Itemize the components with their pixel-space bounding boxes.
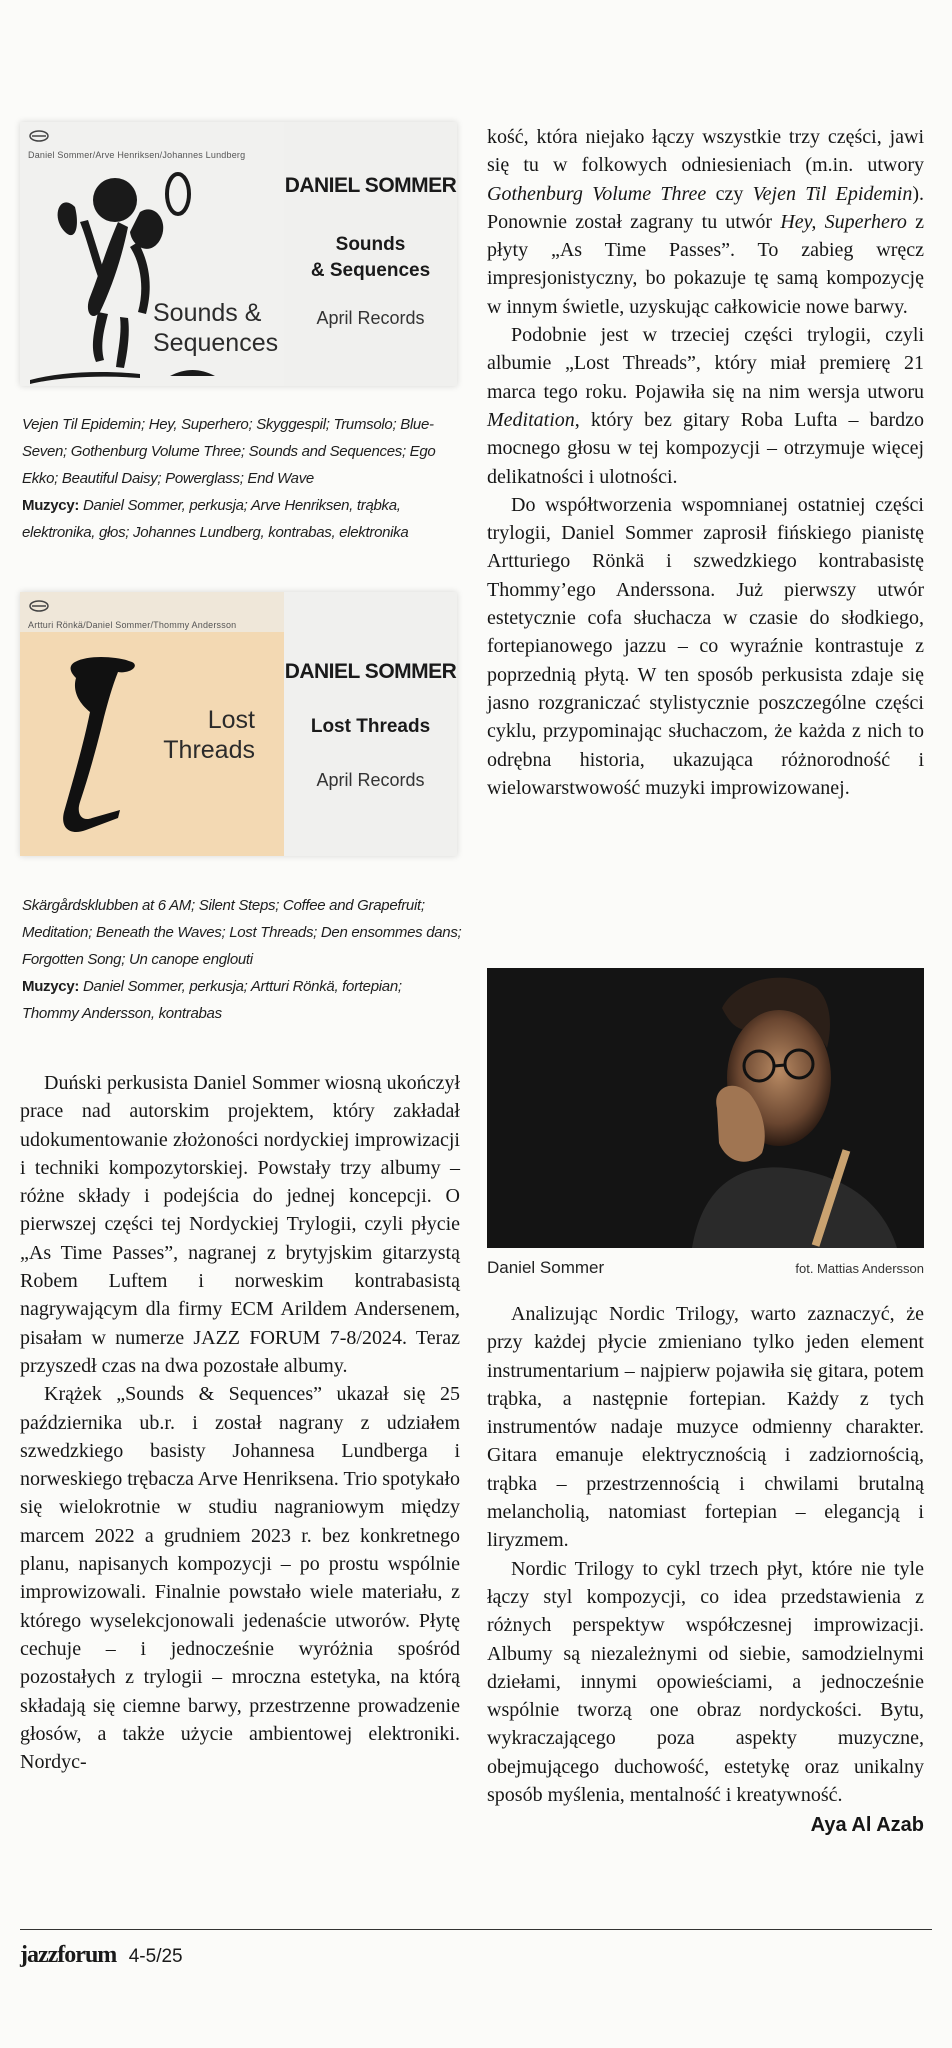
photo-caption-name: Daniel Sommer [487, 1258, 605, 1277]
album-sounds-and-sequences [20, 122, 457, 386]
article-paragraph: Podobnie jest w trzeciej części trylogii, czyli albumie „Lost Threads”, który miał premierę 21 marca tego roku. Pojawiła się na nim wersja utworu Meditation, który bez gitary Roba Lufta – bardzo mocnego głosu w tej kompozycji – otrzymuje więcej delikatności i ulotności. [487, 324, 924, 488]
article-paragraph: kość, która niejako łączy wszystkie trzy części, jawi się tu w folkowych odniesieniach (m.in. utwory Gothenburg Volume Three czy Vejen Til Epidemin). Ponownie został zagrany tu utwór Hey, Superhero z płyty „As Time Passes”. To zabieg wręcz impresjonistyczny, bo pokazuje tę samą kompozycję w innym świetle, uzyskując całkowicie nowe barwy. [487, 126, 924, 318]
portrait-illustration [487, 968, 924, 1248]
tracklist: Skärgårdsklubben at 6 AM; Silent Steps; Coffee and Grapefruit; Meditation; Beneath the Waves; Lost Threads; Den ensommes dans; Forgotten Song; Un canope englouti [22, 897, 462, 968]
article-paragraph: Do współtworzenia wspomnianej ostatniej części trylogii, Daniel Sommer zaprosił fińskiego pianistę Artturiego Rönkä i szwedzkiego kontrabasistę Thommy’ego Anderssona. Już pierwszy utwór estetycznie cofa słuchacza w czasie do słodkiego, fortepianowego jazzu – co wyraźnie kontrastuje z poprzednią płytą. W ten sposób perkusista zdaje się jasno rozgraniczać stylistycznie poszczególne części cyklu, przypominając słuchaczom, że każda z nich to odrębna historia, ukazująca różnorodność i wielowarstwowość muzyki improwizowanej. [487, 493, 924, 799]
article-left-column [20, 1069, 460, 1776]
album1-tracklist-block [22, 411, 462, 546]
album-info [284, 592, 457, 856]
album-title-line-2: & Sequences [310, 260, 431, 281]
cover-title-line-2: Sequences [153, 329, 279, 357]
musicians-label: Muzycy: [22, 978, 80, 995]
musicians-list: Daniel Sommer, perkusja; Arve Henriksen, trąbka, elektronika, głos; Johannes Lundberg, kontrabas, elektronika [22, 497, 409, 541]
album2-tracklist-block [22, 892, 462, 1027]
footer-divider [20, 1929, 932, 1930]
album-lost-threads [20, 592, 457, 856]
tracklist: Vejen Til Epidemin; Hey, Superhero; Skyggespil; Trumsolo; Blue-Seven; Gothenburg Volume Three; Sounds and Sequences; Ego Ekko; Beautiful Daisy; Powerglass; End Wave [22, 416, 436, 487]
album-label: April Records [316, 770, 425, 790]
article-paragraph: Krążek „Sounds & Sequences” ukazał się 25 października ub.r. i został nagrany z udziałem szwedzkiego basisty Johannesa Lundberga i norweskiego trębacza Arve Henriksena. Trio spotykało się wielokrotnie w studiu nagraniowym między marcem 2022 a grudniem 2023 r. bez konkretnego planu, napisanych kompozycji – po prostu wspólnie improwizowali. Finalnie powstało wiele materiału, z którego wyselekcjonowali jedenaście utworów. Płytę cechuje – i jednocześnie wyróżnia spośród pozostałych z trylogii – mroczna estetyka, na którą składają się ciemne barwy, przestrzenne prowadzenie głosów, a także użycie ambientowej elektroniki. Nordyc- [20, 1383, 460, 1774]
magazine-logo: jazzforum [20, 1942, 117, 1968]
album-info [284, 122, 457, 386]
cover-credit: Artturi Rönkä/Daniel Sommer/Thommy Andersson [28, 620, 237, 630]
album-artist: DANIEL SOMMER [284, 660, 457, 683]
article-paragraph: Nordic Trilogy to cykl trzech płyt, które nie tyle łączy styl kompozycji, co idea przedstawienia z różnych perspektyw współczesnej improwizacji. Albumy są niezależnymi od siebie, samodzielnymi dziełami, innymi opowieściami, a jednocześnie wspólnie tworzą one obraz nordyckości. Bytu, wykraczającego poza aspekty muzyczne, obejmującego duchowość, estetykę oraz unikalny sposób myślenia, mentalność i kreatywność. [487, 1557, 924, 1807]
article-right-column-bottom [487, 1300, 924, 1840]
cover-title-line-1: Sounds & [153, 299, 262, 327]
page-footer [20, 1942, 183, 1969]
portrait-photo [487, 968, 924, 1248]
musicians [22, 492, 462, 546]
album-title: Lost Threads [310, 716, 431, 737]
album-cover-sounds-and-sequences [20, 122, 284, 386]
photo-credit: fot. Mattias Andersson [795, 1261, 924, 1276]
album-artist: DANIEL SOMMER [284, 174, 457, 197]
article-paragraph: Analizując Nordic Trilogy, warto zaznaczyć, że przy każdej płycie zmieniano tylko jeden element instrumentarium – najpierw pojawiła się gitara, potem trąbka, a następnie fortepian. Każdy z tych instrumentów nadaje muzyce odmienny charakter. Gitara emanuje elektrycznością i zadziornością, trąbka – przestrzennością i chwilami brutalną melancholią, natomiast fortepian – elegancją i liryzmem. [487, 1303, 924, 1552]
album-cover-lost-threads [20, 592, 284, 856]
musicians-label: Muzycy: [22, 497, 80, 514]
article-right-column-top [487, 123, 924, 802]
article-paragraph: Duński perkusista Daniel Sommer wiosną ukończył prace nad autorskim projektem, który zakładał udokumentowanie złożoności nordyckiej improwizacji i techniki kompozytorskiej. Powstały trzy albumy – różne składy i podejścia do jednej koncepcji. O pierwszej części tej Nordyckiej Trylogii, czyli płycie „As Time Passes”, nagranej z brytyjskim gitarzystą Robem Luftem i norweskim kontrabasistą nagrywającym dla firmy ECM Arildem Andersenem, pisałam w numerze JAZZ FORUM 7-8/2024. Teraz przyszedł czas na dwa pozostałe albumy. [20, 1072, 460, 1377]
article-author: Aya Al Azab [810, 1814, 924, 1837]
album-label: April Records [316, 308, 425, 328]
cover-credit: Daniel Sommer/Arve Henriksen/Johannes Lundberg [28, 150, 246, 160]
album-title-line-1: Sounds [335, 234, 406, 255]
cover-title-line-1: Lost [207, 706, 255, 734]
musicians-list: Daniel Sommer, perkusja; Artturi Rönkä, fortepian; Thommy Andersson, kontrabas [22, 978, 402, 1022]
cover-title-line-2: Threads [163, 736, 255, 764]
record-label-logo-icon [28, 600, 50, 612]
record-label-logo-icon [28, 130, 50, 142]
musicians [22, 973, 462, 1027]
album-title [284, 232, 457, 284]
issue-number: 4-5/25 [128, 1946, 183, 1967]
